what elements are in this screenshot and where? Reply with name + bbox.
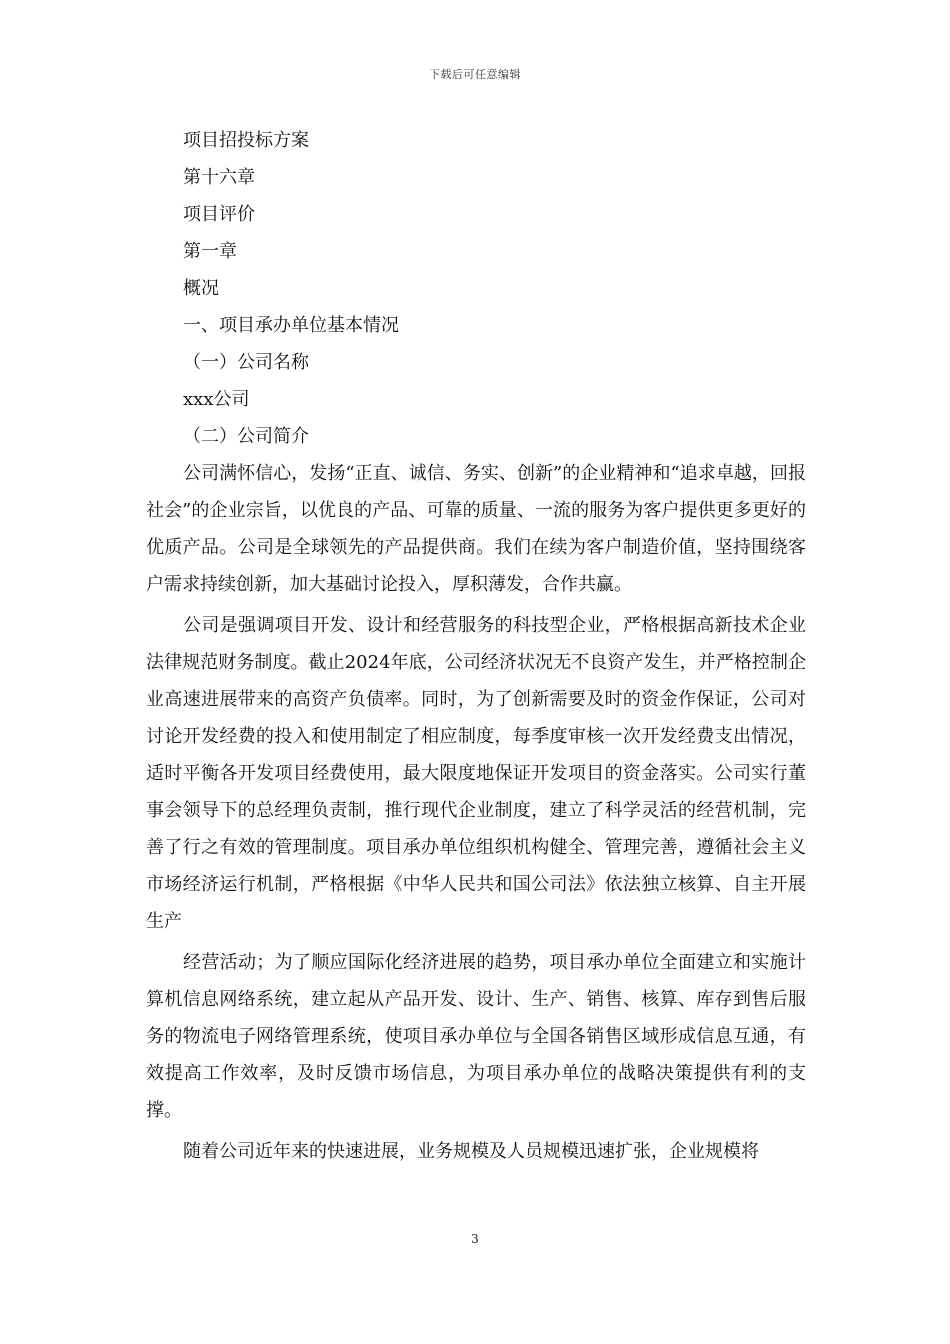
- body-paragraph: 公司满怀信心，发扬“正直、诚信、务实、创新”的企业精神和“追求卓越，回报社会”的企业宗旨，以优良的产品、可靠的质量、一流的服务为客户提供更多更好的优质产品。公司是全球领先的产品提供商。我们在续为客户制造价值，坚持围绕客户需求持续创新，加大基础讨论投入，厚积薄发，合作共赢。: [146, 463, 806, 595]
- body-paragraph: 经营活动；为了顺应国际化经济进展的趋势，项目承办单位全面建立和实施计算机信息网络系统，建立起从产品开发、设计、生产、销售、核算、库存到售后服务的物流电子网络管理系统，使项目承办单位与全国各销售区域形成信息互通，有效提高工作效率，及时反馈市场信息，为项目承办单位的战略决策提供有利的支撑。: [146, 952, 806, 1121]
- chapter-title: 项目评价: [183, 204, 255, 225]
- page-number: 3: [471, 1232, 479, 1246]
- document-body: [146, 122, 806, 1174]
- subsection-heading: （二）公司简介: [183, 426, 309, 447]
- document-title: 项目招投标方案: [183, 130, 309, 151]
- body-paragraph: 随着公司近年来的快速进展，业务规模及人员规模迅速扩张，企业规模将: [183, 1141, 759, 1162]
- subsection-heading: （一）公司名称: [183, 352, 309, 373]
- chapter-heading: 第十六章: [183, 167, 255, 188]
- company-name: xxx公司: [183, 389, 250, 410]
- page-header-note: 下载后可任意编辑: [429, 68, 521, 81]
- chapter-heading: 第一章: [183, 241, 237, 262]
- chapter-title: 概况: [183, 278, 219, 299]
- section-heading: 一、项目承办单位基本情况: [183, 315, 399, 336]
- body-paragraph: 公司是强调项目开发、设计和经营服务的科技型企业，严格根据高新技术企业法律规范财务制度。截止2024年底，公司经济状况无不良资产发生，并严格控制企业高速进展带来的高资产负债率。同时，为了创新需要及时的资金作保证，公司对讨论开发经费的投入和使用制定了相应制度，每季度审核一次开发经费支出情况，适时平衡各开发项目经费使用，最大限度地保证开发项目的资金落实。公司实行董事会领导下的总经理负责制，推行现代企业制度，建立了科学灵活的经营机制，完善了行之有效的管理制度。项目承办单位组织机构健全、管理完善，遵循社会主义市场经济运行机制，严格根据《中华人民共和国公司法》依法独立核算、自主开展生产: [146, 615, 806, 932]
